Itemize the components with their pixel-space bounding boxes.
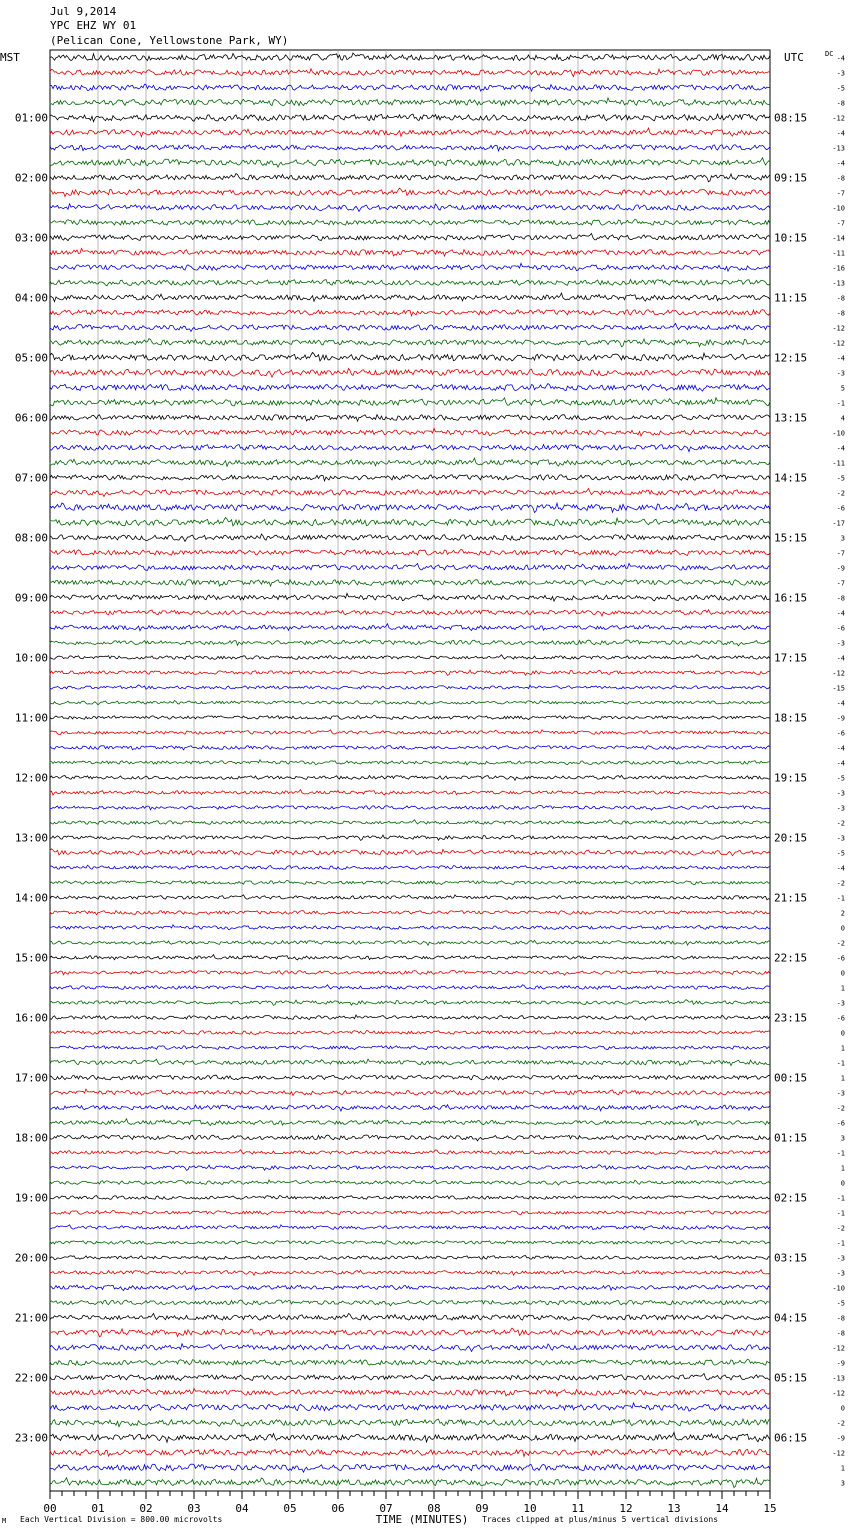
dc-offset-value: 0	[840, 969, 845, 978]
dc-offset-value: -6	[836, 729, 845, 738]
dc-offset-value: -9	[836, 1359, 845, 1368]
trace-line	[50, 1270, 770, 1276]
trace-line	[50, 849, 770, 856]
trace-line	[50, 84, 770, 91]
dc-offset-value: -8	[836, 1329, 845, 1338]
trace-line	[50, 1328, 770, 1337]
trace-line	[50, 1256, 770, 1260]
trace-line	[50, 610, 770, 616]
dc-offset-value: -9	[836, 564, 845, 573]
trace-line	[50, 760, 770, 765]
trace-line	[50, 174, 770, 182]
mst-hour-label: 06:00	[14, 411, 48, 425]
utc-hour-label: 17:15	[774, 651, 808, 665]
mst-hour-label: 11:00	[14, 711, 48, 725]
dc-offset-value: -5	[836, 84, 845, 93]
dc-offset-value: -3	[836, 999, 845, 1008]
trace-line	[50, 746, 770, 750]
trace-line	[50, 69, 770, 77]
dc-offset-value: 0	[840, 1404, 845, 1413]
dc-offset-value: -3	[836, 1254, 845, 1263]
trace-line	[50, 1464, 770, 1472]
dc-offset-value: -1	[836, 399, 845, 408]
dc-offset-value: -16	[832, 264, 845, 273]
dc-offset-value: -14	[832, 234, 845, 243]
minute-gridlines	[50, 50, 770, 1499]
trace-line	[50, 475, 770, 481]
trace-line	[50, 1105, 770, 1111]
trace-line	[50, 1015, 770, 1020]
x-tick-label: 10	[523, 1502, 537, 1515]
trace-line	[50, 1300, 770, 1306]
trace-line	[50, 384, 770, 392]
trace-line	[50, 323, 770, 331]
dc-offset-value: 5	[840, 384, 845, 393]
dc-offset-value: -4	[836, 609, 845, 618]
dc-offset-value: -12	[832, 669, 845, 678]
trace-line	[50, 1240, 770, 1245]
trace-line	[50, 1359, 770, 1365]
mst-hour-label: 23:00	[14, 1431, 48, 1445]
utc-hour-label: 05:15	[774, 1371, 808, 1385]
mst-hour-label: 01:00	[14, 111, 48, 125]
trace-line	[50, 655, 770, 660]
trace-line	[50, 685, 770, 689]
dc-offset-value: -4	[836, 159, 845, 168]
dc-offset-value: -17	[832, 519, 845, 528]
mst-hour-label: 10:00	[14, 651, 48, 665]
trace-line	[50, 352, 770, 361]
trace-line	[50, 593, 770, 601]
trace-line	[50, 234, 770, 241]
trace-line	[50, 428, 770, 436]
trace-line	[50, 940, 770, 945]
dc-offset-value: -10	[832, 429, 845, 438]
trace-line	[50, 1388, 770, 1396]
mst-hour-label: 04:00	[14, 291, 48, 305]
mst-hour-label: 15:00	[14, 951, 48, 965]
dc-offset-value: -11	[832, 249, 845, 258]
trace-line	[50, 53, 770, 61]
utc-hour-label: 18:15	[774, 711, 808, 725]
x-tick-label: 02	[139, 1502, 153, 1515]
x-tick-label: 08	[427, 1502, 441, 1515]
trace-line	[50, 310, 770, 316]
trace-line	[50, 204, 770, 212]
trace-line	[50, 790, 770, 795]
dc-offset-value: -3	[836, 1269, 845, 1278]
dc-offset-value: 0	[840, 1179, 845, 1188]
seismic-traces	[50, 53, 770, 1488]
x-tick-label: 05	[283, 1502, 297, 1515]
dc-offset-value: -1	[836, 1149, 845, 1158]
dc-offset-value: -3	[836, 69, 845, 78]
dc-offset-value: -1	[836, 1059, 845, 1068]
utc-hour-label: 04:15	[774, 1311, 808, 1325]
dc-offset-value: 1	[840, 1044, 845, 1053]
trace-line	[50, 1165, 770, 1171]
dc-offset-value: 1	[840, 1074, 845, 1083]
dc-offset-value: -2	[836, 939, 845, 948]
utc-hour-label: 01:15	[774, 1131, 808, 1145]
dc-offset-value: -4	[836, 864, 845, 873]
trace-line	[50, 1150, 770, 1155]
trace-line	[50, 895, 770, 900]
utc-hour-label: 16:15	[774, 591, 808, 605]
dc-offset-value: -5	[836, 774, 845, 783]
x-tick-label: 07	[379, 1502, 393, 1515]
dc-offset-value: -3	[836, 834, 845, 843]
trace-line	[50, 549, 770, 555]
mst-hour-label: 21:00	[14, 1311, 48, 1325]
dc-offset-value: -5	[836, 849, 845, 858]
x-tick-label: 12	[619, 1502, 633, 1515]
dc-offset-value: -12	[832, 324, 845, 333]
trace-line	[50, 1432, 770, 1442]
trace-line	[50, 1313, 770, 1320]
utc-hour-label: 14:15	[774, 471, 808, 485]
mst-hour-label: 14:00	[14, 891, 48, 905]
dc-offset-value: -6	[836, 954, 845, 963]
dc-offset-value: -7	[836, 579, 845, 588]
utc-hour-label: 08:15	[774, 111, 808, 125]
dc-offset-value: -3	[836, 639, 845, 648]
dc-offset-value: -9	[836, 714, 845, 723]
utc-hour-label: 11:15	[774, 291, 808, 305]
vertical-scale-note: Each Vertical Division = 800.00 microvolts	[20, 1515, 223, 1524]
dc-offset-value: -6	[836, 504, 845, 513]
dc-offset-value: -3	[836, 369, 845, 378]
mst-hour-label: 13:00	[14, 831, 48, 845]
dc-offset-value: -4	[836, 129, 845, 138]
utc-hour-label: 13:15	[774, 411, 808, 425]
trace-line	[50, 1135, 770, 1141]
utc-hour-label: 20:15	[774, 831, 808, 845]
trace-line	[50, 415, 770, 422]
trace-line	[50, 517, 770, 526]
dc-offset-value: -2	[836, 1224, 845, 1233]
dc-offset-value: 1	[840, 984, 845, 993]
trace-line	[50, 145, 770, 151]
trace-line	[50, 1075, 770, 1080]
right-axis-title: UTC	[784, 51, 804, 64]
utc-hour-label: 00:15	[774, 1071, 808, 1085]
dc-offset-value: 3	[840, 1479, 845, 1488]
dc-offset-value: -8	[836, 1314, 845, 1323]
mst-hour-label: 12:00	[14, 771, 48, 785]
dc-offset-value: -7	[836, 189, 845, 198]
x-tick-label: 04	[235, 1502, 249, 1515]
mst-hour-label: 18:00	[14, 1131, 48, 1145]
utc-hour-label: 10:15	[774, 231, 808, 245]
mst-hour-label: 09:00	[14, 591, 48, 605]
dc-offset-value: -1	[836, 1194, 845, 1203]
trace-line	[50, 775, 770, 780]
dc-offset-value: -6	[836, 624, 845, 633]
dc-offset-value: 3	[840, 1134, 845, 1143]
utc-hour-label: 21:15	[774, 891, 808, 905]
dc-offset-value: -13	[832, 1374, 845, 1383]
trace-line	[50, 865, 770, 869]
trace-line	[50, 1031, 770, 1035]
dc-offset-value: -1	[836, 1209, 845, 1218]
dc-offset-value: -2	[836, 879, 845, 888]
station-location: (Pelican Cone, Yellowstone Park, WY)	[50, 34, 289, 47]
trace-line	[50, 624, 770, 631]
trace-line	[50, 985, 770, 990]
x-tick-label: 13	[667, 1502, 681, 1515]
trace-line	[50, 1089, 770, 1095]
trace-line	[50, 1344, 770, 1352]
trace-line	[50, 1210, 770, 1214]
trace-line	[50, 955, 770, 960]
corner-mark: M	[2, 1517, 7, 1525]
dc-offset-value: 2	[840, 909, 845, 918]
dc-offset-title: DC	[825, 50, 834, 58]
dc-offset-value: 0	[840, 1029, 845, 1038]
plot-date: Jul 9,2014	[50, 5, 117, 18]
trace-line	[50, 188, 770, 197]
trace-line	[50, 398, 770, 406]
trace-line	[50, 806, 770, 811]
station-code: YPC EHZ WY 01	[50, 19, 137, 32]
trace-line	[50, 1119, 770, 1126]
trace-line	[50, 1419, 770, 1427]
utc-hour-label: 02:15	[774, 1191, 808, 1205]
trace-line	[50, 280, 770, 286]
dc-offset-value: -10	[832, 1284, 845, 1293]
utc-hour-label: 06:15	[774, 1431, 808, 1445]
dc-offset-value: -1	[836, 1239, 845, 1248]
dc-offset-value: -6	[836, 1119, 845, 1128]
trace-line	[50, 1180, 770, 1185]
dc-offset-value: -4	[836, 759, 845, 768]
trace-line	[50, 1285, 770, 1291]
trace-line	[50, 1478, 770, 1488]
x-tick-label: 00	[43, 1502, 57, 1515]
dc-offset-value: -12	[832, 339, 845, 348]
utc-hour-label: 22:15	[774, 951, 808, 965]
dc-offset-value: -15	[832, 684, 845, 693]
utc-hour-label: 23:15	[774, 1011, 808, 1025]
trace-line	[50, 263, 770, 271]
trace-line	[50, 730, 770, 735]
trace-line	[50, 1374, 770, 1381]
trace-line	[50, 458, 770, 466]
trace-line	[50, 339, 770, 347]
utc-hour-label: 12:15	[774, 351, 808, 365]
x-tick-label: 03	[187, 1502, 201, 1515]
mst-hour-label: 20:00	[14, 1251, 48, 1265]
dc-offset-value: -4	[836, 699, 845, 708]
trace-line	[50, 715, 770, 719]
trace-line	[50, 488, 770, 496]
trace-line	[50, 534, 770, 541]
trace-line	[50, 158, 770, 167]
trace-line	[50, 128, 770, 137]
trace-line	[50, 1196, 770, 1200]
trace-line	[50, 1000, 770, 1006]
mst-hour-label: 16:00	[14, 1011, 48, 1025]
x-tick-label: 09	[475, 1502, 489, 1515]
trace-line	[50, 1449, 770, 1456]
dc-offset-value: -8	[836, 594, 845, 603]
dc-offset-value: -11	[832, 459, 845, 468]
dc-offset-value: -4	[836, 654, 845, 663]
dc-offset-value: -5	[836, 1299, 845, 1308]
dc-offset-value: -2	[836, 489, 845, 498]
axis-labels	[0, 50, 845, 1526]
dc-offset-value: -6	[836, 1014, 845, 1023]
dc-offset-value: -2	[836, 1104, 845, 1113]
trace-line	[50, 835, 770, 840]
dc-offset-value: -7	[836, 219, 845, 228]
trace-line	[50, 1059, 770, 1065]
dc-offset-value: -12	[832, 114, 845, 123]
dc-offset-value: -3	[836, 1089, 845, 1098]
trace-line	[50, 1403, 770, 1411]
trace-line	[50, 98, 770, 106]
mst-hour-label: 08:00	[14, 531, 48, 545]
dc-offset-value: -12	[832, 1389, 845, 1398]
mst-hour-label: 03:00	[14, 231, 48, 245]
trace-line	[50, 563, 770, 570]
dc-offset-value: -1	[836, 894, 845, 903]
dc-offset-value: -2	[836, 1419, 845, 1428]
dc-offset-value: -4	[836, 744, 845, 753]
x-tick-label: 11	[571, 1502, 585, 1515]
dc-offset-value: -9	[836, 1434, 845, 1443]
trace-line	[50, 114, 770, 122]
trace-line	[50, 971, 770, 976]
mst-hour-label: 17:00	[14, 1071, 48, 1085]
utc-hour-label: 19:15	[774, 771, 808, 785]
trace-line	[50, 925, 770, 930]
x-tick-label: 01	[91, 1502, 105, 1515]
trace-line	[50, 580, 770, 587]
dc-offset-value: -2	[836, 819, 845, 828]
dc-offset-value: 1	[840, 1164, 845, 1173]
trace-line	[50, 503, 770, 513]
dc-offset-value: -8	[836, 309, 845, 318]
x-axis-label: TIME (MINUTES)	[375, 1513, 469, 1526]
dc-offset-value: -3	[836, 804, 845, 813]
left-axis-title: MST	[0, 51, 20, 64]
utc-hour-label: 03:15	[774, 1251, 808, 1265]
dc-offset-value: 1	[840, 1464, 845, 1473]
trace-line	[50, 445, 770, 452]
dc-offset-value: 4	[840, 414, 845, 423]
trace-line	[50, 368, 770, 377]
dc-offset-value: -4	[836, 54, 845, 63]
trace-line	[50, 219, 770, 225]
utc-hour-label: 15:15	[774, 531, 808, 545]
dc-offset-value: -3	[836, 789, 845, 798]
trace-line	[50, 880, 770, 884]
trace-line	[50, 670, 770, 675]
trace-line	[50, 820, 770, 825]
x-tick-label: 15	[763, 1502, 777, 1515]
dc-offset-value: -12	[832, 1449, 845, 1458]
x-tick-label: 06	[331, 1502, 345, 1515]
mst-hour-label: 02:00	[14, 171, 48, 185]
trace-line	[50, 1225, 770, 1230]
trace-line	[50, 1045, 770, 1049]
mst-hour-label: 07:00	[14, 471, 48, 485]
dc-offset-value: -10	[832, 204, 845, 213]
mst-hour-label: 19:00	[14, 1191, 48, 1205]
dc-offset-value: -8	[836, 99, 845, 108]
dc-offset-value: -4	[836, 354, 845, 363]
dc-offset-value: -13	[832, 144, 845, 153]
dc-offset-value: 0	[840, 924, 845, 933]
dc-offset-value: -4	[836, 444, 845, 453]
trace-line	[50, 640, 770, 646]
dc-offset-value: -7	[836, 549, 845, 558]
mst-hour-label: 22:00	[14, 1371, 48, 1385]
dc-offset-value: -8	[836, 174, 845, 183]
trace-line	[50, 700, 770, 704]
dc-offset-value: -5	[836, 474, 845, 483]
trace-line	[50, 293, 770, 302]
x-tick-label: 14	[715, 1502, 729, 1515]
utc-hour-label: 09:15	[774, 171, 808, 185]
clip-note: Traces clipped at plus/minus 5 vertical divisions	[482, 1515, 719, 1524]
dc-offset-value: 3	[840, 534, 845, 543]
trace-line	[50, 248, 770, 256]
dc-offset-value: -13	[832, 279, 845, 288]
dc-offset-value: -8	[836, 294, 845, 303]
trace-line	[50, 911, 770, 915]
dc-offset-value: -12	[832, 1344, 845, 1353]
mst-hour-label: 05:00	[14, 351, 48, 365]
